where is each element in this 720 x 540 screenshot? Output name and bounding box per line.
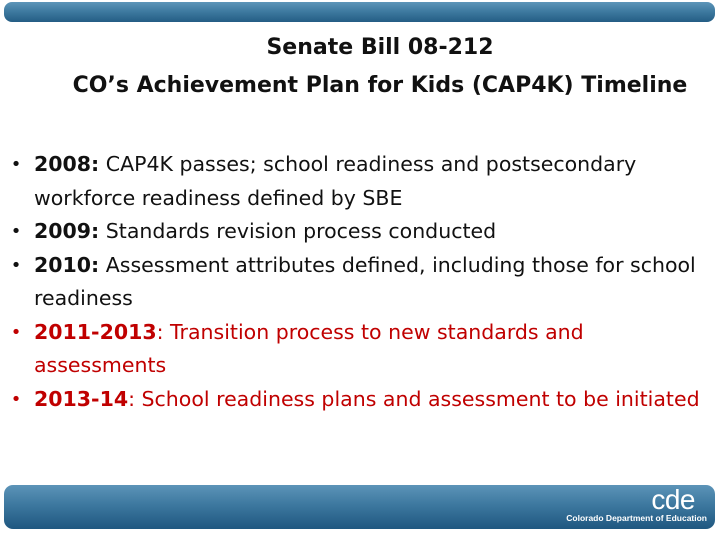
list-item [0, 215, 700, 249]
bullet-icon: • [10, 154, 22, 175]
list-item [0, 383, 700, 417]
list-item [0, 249, 700, 316]
bullet-icon: • [10, 321, 22, 343]
timeline-year: 2013-14 [34, 386, 129, 411]
list-item [0, 148, 700, 215]
footer-caption: Colorado Department of Education [566, 513, 707, 523]
slide-title [40, 29, 720, 105]
timeline-text: Assessment attributes defined, including those for school readiness [34, 252, 696, 310]
bullet-icon: • [10, 221, 22, 242]
timeline-year: 2011-2013 [34, 319, 157, 344]
timeline-text: CAP4K passes; school readiness and postsecondary workforce readiness defined by SBE [34, 152, 637, 210]
list-item [0, 316, 700, 383]
timeline-list [0, 148, 700, 416]
title-line-1: Senate Bill 08-212 [266, 35, 494, 60]
header-bar [4, 2, 715, 22]
timeline-year: 2009: [34, 219, 100, 243]
timeline-text: : Transition process to new standards and assessments [34, 319, 584, 377]
title-line-2: CO’s Achievement Plan for Kids (CAP4K) Timeline [72, 73, 688, 98]
bullet-icon: • [10, 388, 22, 410]
footer-bar [4, 485, 715, 529]
timeline-year: 2010: [34, 252, 100, 277]
timeline-text: Standards revision process conducted [99, 219, 497, 243]
timeline-year: 2008: [34, 152, 100, 176]
cde-logo: cde [651, 484, 695, 515]
timeline-text: : School readiness plans and assessment to be initiated [128, 386, 700, 411]
bullet-icon: • [10, 254, 22, 276]
